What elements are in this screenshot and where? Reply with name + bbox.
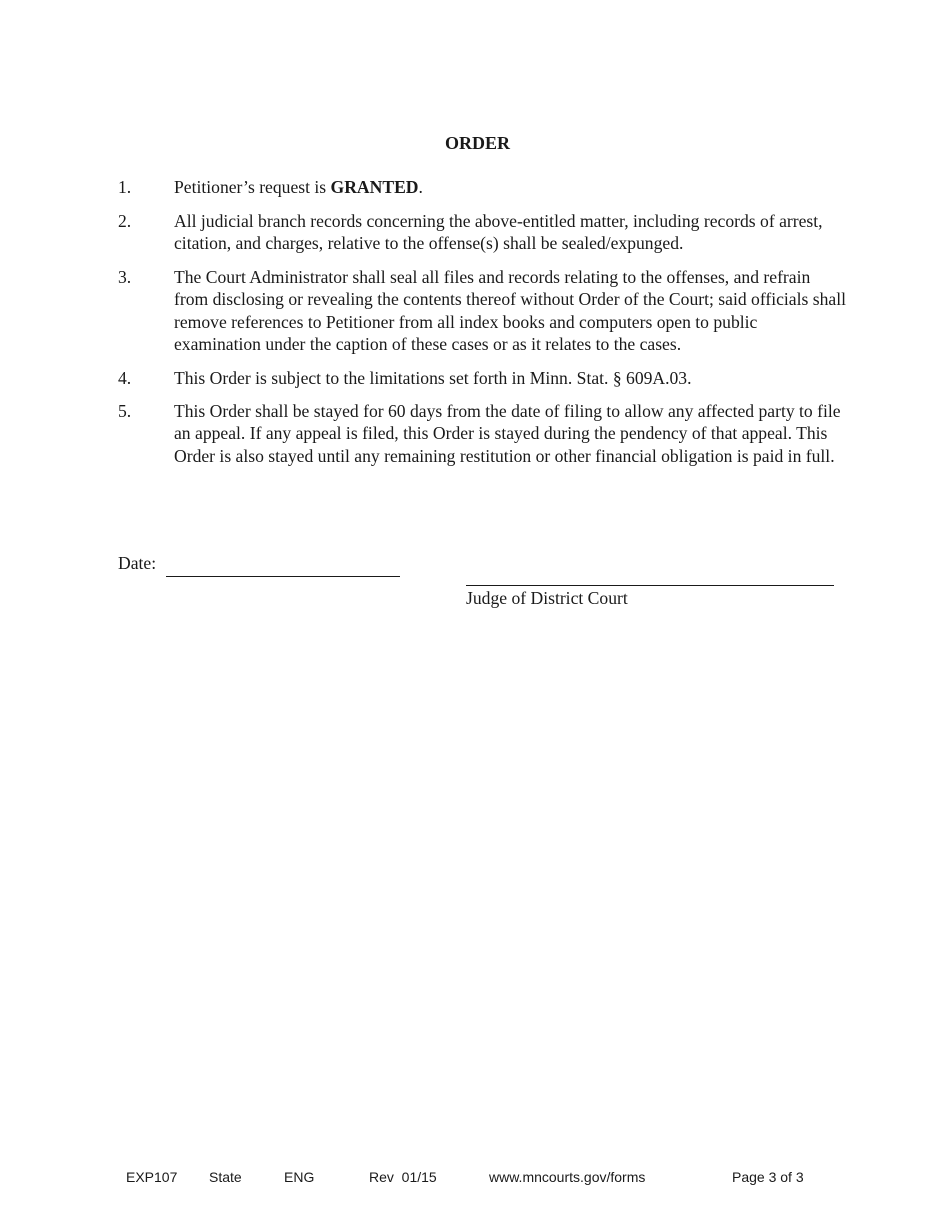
- item-text: The Court Administrator shall seal all files and records relating to the offenses, and refrain from disclosing or revealing the contents thereof without Order of the Court; said officials shall remove references to Petitioner from all index books and computers open to public examination under the caption of these cases or as it relates to the cases.: [174, 267, 846, 355]
- order-item-3: [118, 266, 848, 356]
- footer-language: ENG: [284, 1169, 315, 1185]
- date-label: Date:: [118, 553, 157, 573]
- item-text-end: .: [418, 177, 423, 197]
- item-number: 1.: [118, 177, 132, 197]
- item-number: 3.: [118, 267, 132, 287]
- footer-website-link[interactable]: www.mncourts.gov/forms: [489, 1169, 646, 1185]
- item-number: 5.: [118, 401, 132, 421]
- order-item-2: [118, 210, 848, 255]
- judge-signature-label: Judge of District Court: [466, 588, 628, 608]
- footer-form-code: EXP107: [126, 1169, 178, 1185]
- footer-jurisdiction: State: [209, 1169, 242, 1185]
- granted-emphasis: GRANTED: [330, 177, 419, 197]
- page-title: ORDER: [444, 133, 510, 153]
- date-field-line[interactable]: [166, 576, 400, 577]
- order-item-1: [118, 176, 848, 198]
- item-text: This Order is subject to the limitations set forth in Minn. Stat. § 609A.03.: [174, 368, 692, 388]
- footer-page-number: Page 3 of 3: [732, 1169, 804, 1185]
- order-item-4: [118, 367, 848, 389]
- item-number: 4.: [118, 368, 132, 388]
- item-text: All judicial branch records concerning the above-entitled matter, including records of arrest, citation, and charges, relative to the offense(s) shall be sealed/expunged.: [174, 211, 823, 254]
- item-text: This Order shall be stayed for 60 days from the date of filing to allow any affected party to file an appeal. If any appeal is filed, this Order is stayed during the pendency of that appeal. This Order is also stayed until any remaining restitution or other financial obligation is paid in full.: [174, 401, 841, 466]
- footer-revision: Rev 01/15: [369, 1169, 437, 1185]
- order-item-5: [118, 400, 848, 467]
- item-number: 2.: [118, 211, 132, 231]
- item-text-lead: Petitioner’s request is: [174, 177, 331, 197]
- judge-signature-line[interactable]: [466, 585, 834, 586]
- item-text: [174, 176, 848, 198]
